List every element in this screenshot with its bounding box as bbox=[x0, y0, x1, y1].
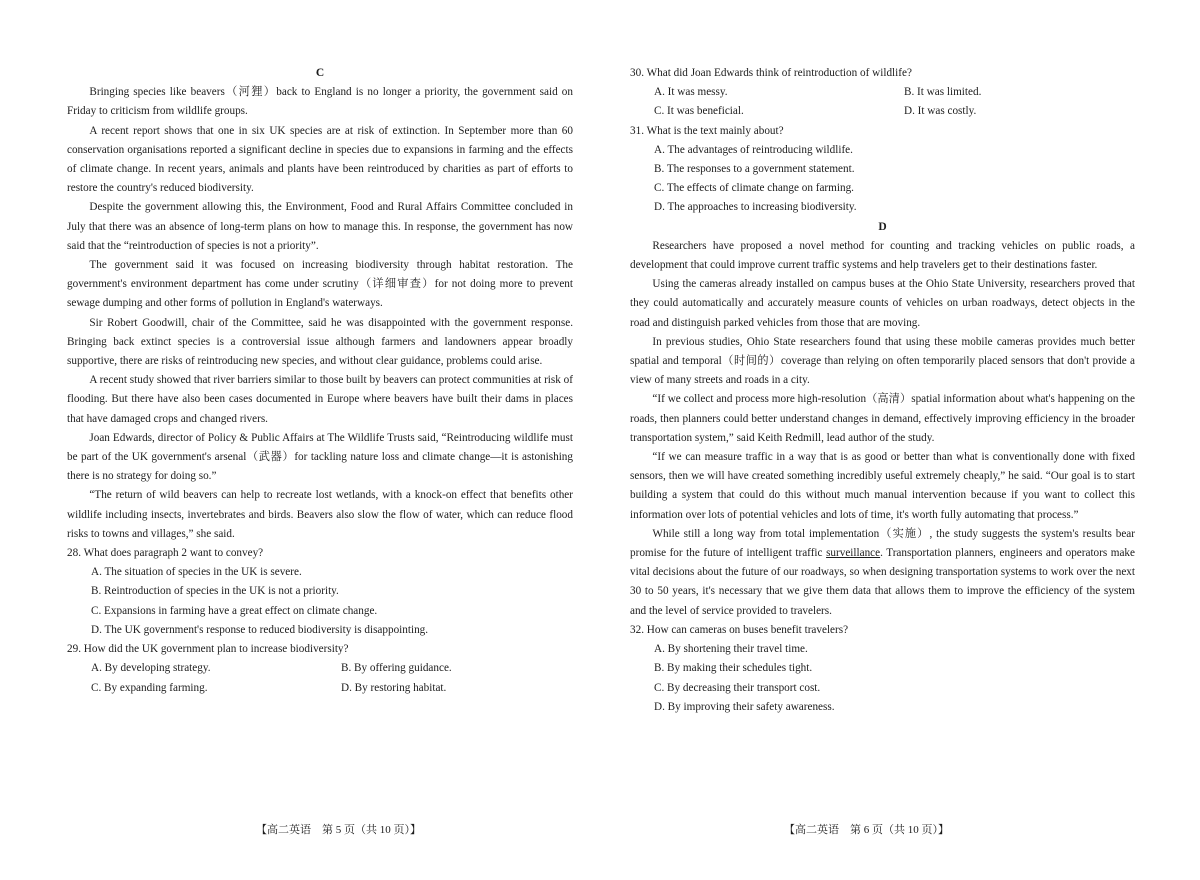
passage-c-paragraph-1: Bringing species like beavers（河狸）back to England is no longer a priority, the government said on Friday to criticism from wildlife groups. bbox=[67, 86, 573, 118]
q32-option-c[interactable]: C. By decreasing their transport cost. bbox=[654, 681, 821, 694]
passage-c-paragraph-5: Sir Robert Goodwill, chair of the Committee, said he was disappointed with the government response. Bringing back extinct species is a controversial issue although farmers and landowners appear broadly supportive, there are risks of reintroducing new species, and without clear guidance, problems could arise. bbox=[67, 316, 573, 368]
passage-c-paragraph-2: A recent report shows that one in six UK species are at risk of extinction. In September more than 60 conservation organisations reported a significant decline in species due to expansions in farming and the effects of climate change. In recent years, animals and plants have been reintroduced by charities as part of efforts to restore the country's reduced biodiversity. bbox=[67, 124, 573, 195]
q31-option-a[interactable]: A. The advantages of reintroducing wildlife. bbox=[654, 143, 853, 156]
passage-d-paragraph-3: In previous studies, Ohio State researchers found that using these mobile cameras provides much better spatial and temporal（时间的）coverage than relying on often temporarily placed sensors that don't provide a view of many streets and roads in a city. bbox=[630, 335, 1135, 387]
q32-option-b[interactable]: B. By making their schedules tight. bbox=[654, 662, 813, 675]
question-32: 32. How can cameras on buses benefit travelers? bbox=[630, 623, 849, 636]
q29-option-d[interactable]: D. By restoring habitat. bbox=[341, 681, 447, 694]
passage-c-paragraph-8: “The return of wild beavers can help to recreate lost wetlands, with a knock-on effect that benefits other wildlife including insects, invertebrates and birds. Beavers also slow the flow of water, which can reduce flood risks to towns and villages,” she said. bbox=[67, 489, 573, 540]
question-30-options bbox=[630, 83, 1135, 121]
question-31-options bbox=[630, 141, 1135, 218]
paragraph-6-text-after: . Transportation planners, engineers and operators make vital decisions about the future of our roadways, so when designing transportation systems to work over the next 30 to 50 years, it's necessary that we give them data that allows them to improve the efficiency of the system and the level of service provided to travelers. bbox=[630, 547, 1135, 617]
paragraph-6-text-before: While still a long way from total implementation（实施）, the study suggests the system's results bear promise for the future of intelligent traffic bbox=[630, 527, 1135, 560]
q30-option-c[interactable]: C. It was beneficial. bbox=[654, 105, 744, 118]
left-column bbox=[67, 64, 573, 698]
passage-c-paragraph-4: The government said it was focused on increasing biodiversity through habitat restoration. The government's environment department has come under scrutiny（详细审查）for not doing more to prevent sewage dumping and other forms of pollution in England's waterways. bbox=[67, 259, 573, 310]
passage-c-paragraph-7: Joan Edwards, director of Policy & Public Affairs at The Wildlife Trusts said, “Reintroducing wildlife must be part of the UK government's arsenal（武器）for tackling nature loss and climate change—it is astonishing there is no strategy for doing so.” bbox=[67, 431, 573, 483]
passage-c-paragraph-3: Despite the government allowing this, the Environment, Food and Rural Affairs Committee concluded in July that there was an absence of long-term plans on how to manage this. In response, the government has now said that the “reintroduction of species is not a priority”. bbox=[67, 201, 573, 252]
q28-option-b[interactable]: B. Reintroduction of species in the UK is not a priority. bbox=[91, 585, 339, 598]
page-footer-right: 【高二英语 第 6 页（共 10 页）】 bbox=[784, 824, 949, 836]
section-c-title: C bbox=[315, 67, 325, 79]
passage-d-paragraph-4: “If we collect and process more high-resolution（高清）spatial information about what's happening on the roads, then planners could better understand changes in demand, effectively improving efficiency in the broader transportation system,” said Keith Redmill, lead author of the study. bbox=[630, 393, 1135, 444]
question-29-options bbox=[67, 659, 573, 697]
passage-d-paragraph-1: Researchers have proposed a novel method for counting and tracking vehicles on public roads, a development that could improve current traffic systems and help travelers get to their destinations faster. bbox=[630, 239, 1135, 272]
page-footer-left: 【高二英语 第 5 页（共 10 页）】 bbox=[256, 824, 421, 836]
q28-option-a[interactable]: A. The situation of species in the UK is severe. bbox=[91, 566, 302, 579]
passage-d-paragraph-6 bbox=[630, 525, 1135, 621]
q29-option-a[interactable]: A. By developing strategy. bbox=[91, 662, 211, 675]
question-28-options bbox=[67, 563, 573, 640]
q29-option-c[interactable]: C. By expanding farming. bbox=[91, 681, 208, 694]
q30-option-b[interactable]: B. It was limited. bbox=[904, 86, 982, 99]
q29-option-b[interactable]: B. By offering guidance. bbox=[341, 662, 452, 675]
question-30: 30. What did Joan Edwards think of reintroduction of wildlife? bbox=[630, 67, 912, 79]
q31-option-c[interactable]: C. The effects of climate change on farming. bbox=[654, 182, 854, 195]
passage-d-paragraph-2: Using the cameras already installed on campus buses at the Ohio State University, researchers proved that they could automatically and accurately measure counts of vehicles on urban roadways, detect objects in the road and distinguish parked vehicles from those that are moving. bbox=[630, 278, 1135, 329]
q32-option-d[interactable]: D. By improving their safety awareness. bbox=[654, 700, 835, 713]
section-d-title: D bbox=[878, 220, 887, 233]
q30-option-d[interactable]: D. It was costly. bbox=[904, 105, 977, 118]
question-29: 29. How did the UK government plan to increase biodiversity? bbox=[67, 643, 349, 656]
q28-option-c[interactable]: C. Expansions in farming have a great effect on climate change. bbox=[91, 604, 378, 617]
q31-option-d[interactable]: D. The approaches to increasing biodiversity. bbox=[654, 201, 857, 214]
right-column bbox=[630, 64, 1135, 717]
q30-option-a[interactable]: A. It was messy. bbox=[654, 86, 728, 99]
q28-option-d[interactable]: D. The UK government's response to reduced biodiversity is disappointing. bbox=[91, 623, 429, 636]
passage-c-paragraph-6: A recent study showed that river barriers similar to those built by beavers can protect communities at risk of flooding. But there have also been cases documented in Europe where beavers have built their dams in places that have damaged crops and changed rivers. bbox=[67, 374, 573, 425]
question-31: 31. What is the text mainly about? bbox=[630, 124, 784, 137]
passage-d-paragraph-5: “If we can measure traffic in a way that is as good or better than what is conventionally done with fixed sensors, then we will have created something incredibly useful extremely cheaply,” he said. “Our goal is to start building a system that could do this without much manual intervention because if you want to collect this information over lots of potential vehicles and lots of time, it's worth fully automating that process.” bbox=[630, 451, 1135, 521]
q31-option-b[interactable]: B. The responses to a government statement. bbox=[654, 163, 855, 176]
q32-option-a[interactable]: A. By shortening their travel time. bbox=[654, 643, 808, 656]
question-32-options bbox=[630, 640, 1135, 717]
question-28: 28. What does paragraph 2 want to convey? bbox=[67, 547, 264, 560]
underlined-word-surveillance: surveillance bbox=[826, 547, 881, 560]
